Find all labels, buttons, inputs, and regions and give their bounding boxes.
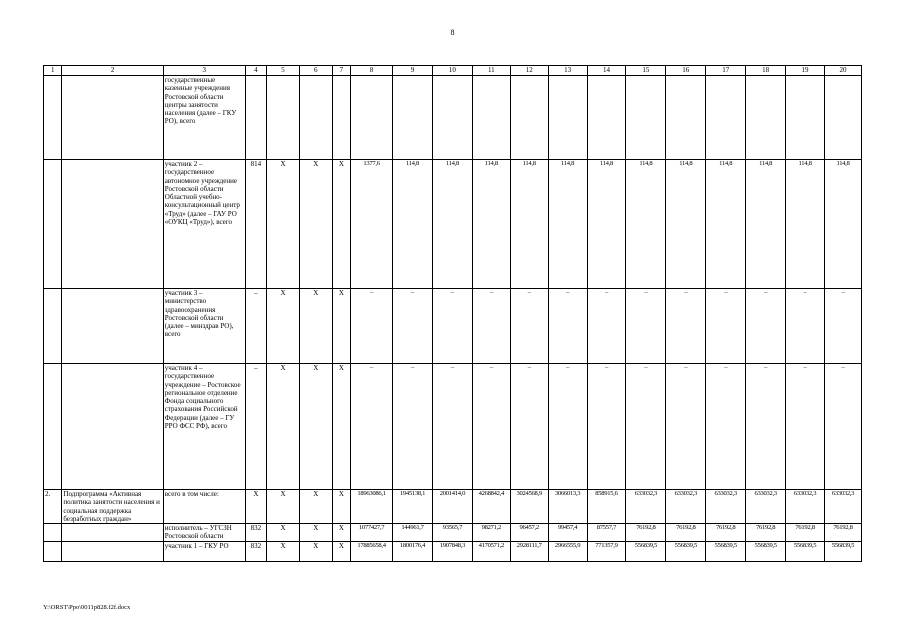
value-cell: – [746, 364, 786, 490]
column-number-17: 17 [706, 66, 746, 76]
page-number: 8 [450, 28, 455, 37]
value-cell: – [548, 289, 587, 364]
value-cell [432, 76, 472, 160]
value-cell: X [332, 160, 350, 289]
value-cell: X [299, 289, 332, 364]
column-number-10: 10 [432, 66, 472, 76]
value-cell [510, 76, 548, 160]
row-number [44, 542, 62, 562]
column-number-16: 16 [666, 66, 706, 76]
row-number [44, 160, 62, 289]
value-cell: 114,8 [393, 160, 433, 289]
table-row [44, 364, 862, 490]
value-cell: 1907848,3 [432, 542, 472, 562]
value-cell: 99457,4 [548, 524, 587, 542]
value-cell: X [332, 490, 350, 524]
value-cell: 87557,7 [587, 524, 626, 542]
value-cell: – [472, 364, 510, 490]
participant-description: государственные казенные учреждения Ростовской области центры занятости населения (далее – ГКУ РО), всего [163, 76, 245, 160]
value-cell [332, 76, 350, 160]
value-cell: 633032,3 [746, 490, 786, 524]
value-cell: 114,8 [824, 160, 861, 289]
value-cell: – [245, 364, 266, 490]
row-number [44, 524, 62, 542]
column-number-9: 9 [393, 66, 433, 76]
value-cell: X [299, 364, 332, 490]
value-cell: – [706, 364, 746, 490]
value-cell [666, 76, 706, 160]
value-cell: – [786, 364, 825, 490]
value-cell: 832 [245, 524, 266, 542]
value-cell: X [267, 160, 300, 289]
column-number-7: 7 [332, 66, 350, 76]
value-cell: X [267, 524, 300, 542]
header-row [44, 66, 862, 76]
value-cell: 4268842,4 [472, 490, 510, 524]
table-row [44, 524, 862, 542]
value-cell [393, 76, 433, 160]
value-cell: 76192,8 [666, 524, 706, 542]
value-cell: – [666, 364, 706, 490]
value-cell: 76192,8 [746, 524, 786, 542]
footer-file-path: Y:\ORST\Ppo\0011p828.f2f.docx [43, 604, 131, 611]
value-cell: 1077427,7 [351, 524, 393, 542]
value-cell: X [299, 160, 332, 289]
column-number-20: 20 [824, 66, 861, 76]
value-cell: 93565,7 [432, 524, 472, 542]
column-number-13: 13 [548, 66, 587, 76]
value-cell: X [267, 289, 300, 364]
value-cell: 76192,8 [824, 524, 861, 542]
value-cell: 76192,8 [706, 524, 746, 542]
value-cell: 633032,3 [706, 490, 746, 524]
program-name [62, 76, 163, 160]
row-number [44, 76, 62, 160]
value-cell: 114,8 [666, 160, 706, 289]
value-cell: 96457,2 [510, 524, 548, 542]
row-number [44, 289, 62, 364]
column-number-12: 12 [510, 66, 548, 76]
value-cell: – [393, 289, 433, 364]
table-row [44, 490, 862, 524]
column-number-19: 19 [786, 66, 825, 76]
value-cell [351, 76, 393, 160]
value-cell: – [548, 364, 587, 490]
value-cell [626, 76, 666, 160]
program-name: Подпрограмма «Активная политика занятости населения и социальная поддержка безработных граждан» [62, 490, 163, 524]
column-number-4: 4 [245, 66, 266, 76]
value-cell: 1945138,1 [393, 490, 433, 524]
value-cell: – [706, 289, 746, 364]
column-number-14: 14 [587, 66, 626, 76]
value-cell: 114,8 [548, 160, 587, 289]
value-cell: X [299, 524, 332, 542]
value-cell [786, 76, 825, 160]
value-cell: 1800176,4 [393, 542, 433, 562]
value-cell: 633032,3 [626, 490, 666, 524]
value-cell: – [472, 289, 510, 364]
value-cell: 114,8 [432, 160, 472, 289]
value-cell: – [746, 289, 786, 364]
value-cell: 114,8 [472, 160, 510, 289]
table-row [44, 542, 862, 562]
column-number-6: 6 [299, 66, 332, 76]
value-cell: X [299, 542, 332, 562]
value-cell: – [666, 289, 706, 364]
participant-description: участник 4 – государственное учреждение – Ростовское региональное отделение Фонда социального страхования Российской Федерации (далее – ГУ РРО ФСС РФ), всего [163, 364, 245, 490]
value-cell [706, 76, 746, 160]
value-cell: 556839,5 [706, 542, 746, 562]
value-cell: 3024568,9 [510, 490, 548, 524]
row-number [44, 364, 62, 490]
column-number-8: 8 [351, 66, 393, 76]
value-cell: 556839,5 [666, 542, 706, 562]
value-cell: 858915,6 [587, 490, 626, 524]
value-cell: 556839,5 [786, 542, 825, 562]
value-cell: X [267, 490, 300, 524]
program-name [62, 364, 163, 490]
value-cell: 633032,3 [824, 490, 861, 524]
participant-description: исполнитель – УГСЗН Ростовской области [163, 524, 245, 542]
value-cell: 633032,3 [786, 490, 825, 524]
value-cell [824, 76, 861, 160]
value-cell: – [786, 289, 825, 364]
column-number-2: 2 [62, 66, 163, 76]
value-cell: – [510, 364, 548, 490]
value-cell: 144961,7 [393, 524, 433, 542]
value-cell: 633032,3 [666, 490, 706, 524]
value-cell: – [626, 364, 666, 490]
program-name [62, 524, 163, 542]
value-cell: 771357,9 [587, 542, 626, 562]
row-number: 2. [44, 490, 62, 524]
value-cell: X [245, 490, 266, 524]
value-cell: 114,8 [706, 160, 746, 289]
column-number-15: 15 [626, 66, 666, 76]
value-cell: – [393, 364, 433, 490]
value-cell: 556839,5 [824, 542, 861, 562]
value-cell: 98271,2 [472, 524, 510, 542]
value-cell [472, 76, 510, 160]
value-cell [746, 76, 786, 160]
column-number-3: 3 [163, 66, 245, 76]
participant-description: участник 1 – ГКУ РО [163, 542, 245, 562]
value-cell: 4170571,2 [472, 542, 510, 562]
value-cell: 114,8 [746, 160, 786, 289]
value-cell: X [267, 542, 300, 562]
value-cell: – [626, 289, 666, 364]
value-cell: – [432, 289, 472, 364]
value-cell: 2928111,7 [510, 542, 548, 562]
value-cell: 114,8 [587, 160, 626, 289]
value-cell: 832 [245, 542, 266, 562]
value-cell: – [587, 364, 626, 490]
value-cell [587, 76, 626, 160]
value-cell [548, 76, 587, 160]
program-name [62, 289, 163, 364]
column-number-1: 1 [44, 66, 62, 76]
participant-description: участник 2 – государственное автономное учреждение Ростовской области Областной учебно-консультационный центр «Труд» (далее – ГАУ РО «ОУКЦ «Труд»), всего [163, 160, 245, 289]
value-cell: 18963086,1 [351, 490, 393, 524]
value-cell: – [824, 289, 861, 364]
value-cell: – [510, 289, 548, 364]
value-cell: 1377,6 [351, 160, 393, 289]
value-cell: – [432, 364, 472, 490]
value-cell: – [824, 364, 861, 490]
value-cell: X [299, 490, 332, 524]
value-cell: X [332, 524, 350, 542]
value-cell [299, 76, 332, 160]
value-cell: X [332, 364, 350, 490]
value-cell: 556839,5 [626, 542, 666, 562]
table-row [44, 76, 862, 160]
value-cell: 3066013,3 [548, 490, 587, 524]
value-cell: 814 [245, 160, 266, 289]
table-row [44, 289, 862, 364]
value-cell [245, 76, 266, 160]
value-cell [267, 76, 300, 160]
value-cell: 17885658,4 [351, 542, 393, 562]
value-cell: X [332, 289, 350, 364]
value-cell: X [332, 542, 350, 562]
participant-description: участник 3 – министерство здравоохранения Ростовской области (далее – минздрав РО), всего [163, 289, 245, 364]
value-cell: 114,8 [626, 160, 666, 289]
value-cell: X [267, 364, 300, 490]
value-cell: 76192,8 [786, 524, 825, 542]
value-cell: – [351, 364, 393, 490]
value-cell: 2966555,9 [548, 542, 587, 562]
value-cell: 114,8 [786, 160, 825, 289]
program-name [62, 160, 163, 289]
value-cell: 556839,5 [746, 542, 786, 562]
value-cell: – [245, 289, 266, 364]
program-name [62, 542, 163, 562]
column-number-11: 11 [472, 66, 510, 76]
column-number-18: 18 [746, 66, 786, 76]
budget-table [43, 65, 862, 562]
table-row [44, 160, 862, 289]
value-cell: 114,8 [510, 160, 548, 289]
value-cell: – [587, 289, 626, 364]
column-number-5: 5 [267, 66, 300, 76]
value-cell: 76192,8 [626, 524, 666, 542]
value-cell: 2001414,0 [432, 490, 472, 524]
participant-description: всего в том числе: [163, 490, 245, 524]
value-cell: – [351, 289, 393, 364]
